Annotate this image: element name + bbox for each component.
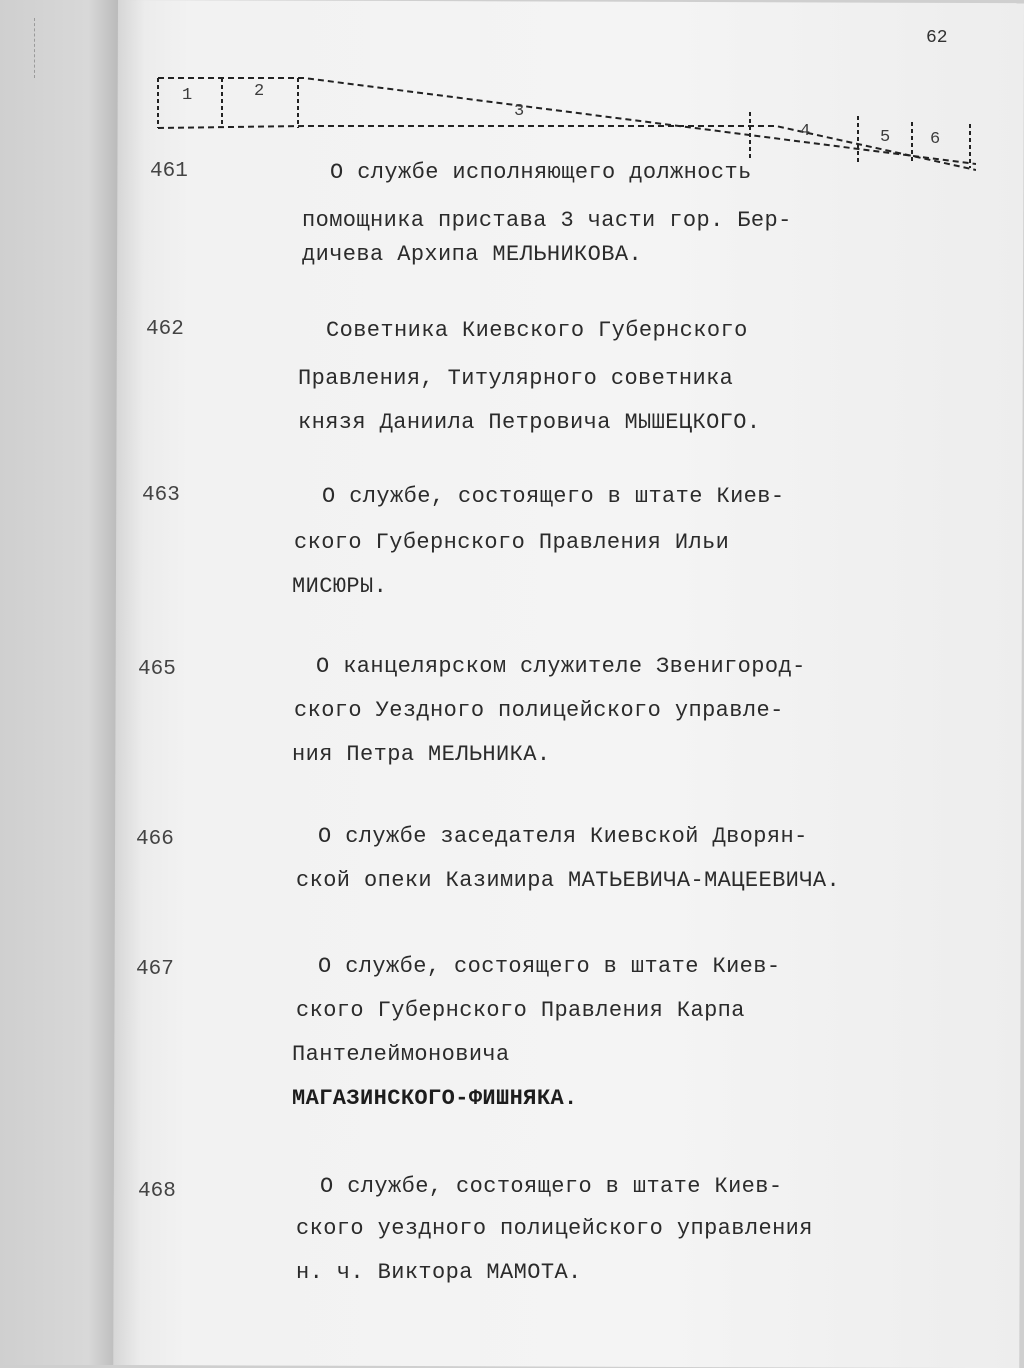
entry-text-line: МИСЮРЫ. bbox=[292, 574, 388, 599]
entry-text-line: О службе, состоящего в штате Киев- bbox=[320, 1174, 783, 1199]
entry-text-line: МАГАЗИНСКОГО-ФИШНЯКА. bbox=[292, 1086, 578, 1111]
entry-text-line: О службе, состоящего в штате Киев- bbox=[318, 954, 781, 979]
entry-text-line: Советника Киевского Губернского bbox=[326, 318, 748, 343]
column-label-6: 6 bbox=[930, 130, 941, 149]
entry-number: 462 bbox=[146, 318, 184, 341]
entry-text-line: ской опеки Казимира МАТЬЕВИЧА-МАЦЕЕВИЧА. bbox=[296, 868, 841, 893]
entry-text-line: ского Уездного полицейского управле- bbox=[294, 698, 784, 723]
entry-text-line: О службе исполняющего должность bbox=[330, 160, 752, 185]
entry-number: 466 bbox=[136, 828, 174, 851]
entry-text-line: ния Петра МЕЛЬНИКА. bbox=[292, 742, 551, 767]
entry-text-line: н. ч. Виктора МАМОТА. bbox=[296, 1260, 582, 1285]
entry-text-line: О канцелярском служителе Звенигород- bbox=[316, 654, 806, 679]
entry-text-line: дичева Архипа МЕЛЬНИКОВА. bbox=[302, 242, 643, 267]
binding-stitch-mark bbox=[34, 18, 36, 78]
column-header-frame bbox=[156, 72, 976, 174]
entry-text-line: помощника пристава 3 части гор. Бер- bbox=[302, 208, 792, 233]
column-label-1: 1 bbox=[182, 86, 193, 105]
page-number: 62 bbox=[926, 28, 948, 48]
column-label-5: 5 bbox=[880, 128, 891, 147]
column-label-3: 3 bbox=[514, 102, 525, 121]
entry-text-line: ского Губернского Правления Карпа bbox=[296, 998, 745, 1023]
entry-text-line: О службе, состоящего в штате Киев- bbox=[322, 484, 785, 509]
entry-number: 467 bbox=[136, 958, 174, 981]
entry-number: 468 bbox=[138, 1180, 176, 1203]
entry-number: 461 bbox=[150, 160, 188, 183]
entry-text-line: ского уездного полицейского управления bbox=[296, 1216, 813, 1241]
entry-text-line: Правления, Титулярного советника bbox=[298, 366, 734, 391]
document-page bbox=[113, 0, 1024, 1368]
entry-number: 465 bbox=[138, 658, 176, 681]
column-label-4: 4 bbox=[800, 122, 811, 141]
column-header-table bbox=[156, 72, 976, 174]
entry-text-line: ского Губернского Правления Ильи bbox=[294, 530, 730, 555]
entry-text-line: О службе заседателя Киевской Дворян- bbox=[318, 824, 808, 849]
entry-text-line: князя Даниила Петровича МЫШЕЦКОГО. bbox=[298, 410, 761, 435]
column-label-2: 2 bbox=[254, 82, 265, 101]
entry-number: 463 bbox=[142, 484, 180, 507]
entry-text-line: Пантелеймоновича bbox=[292, 1042, 510, 1067]
